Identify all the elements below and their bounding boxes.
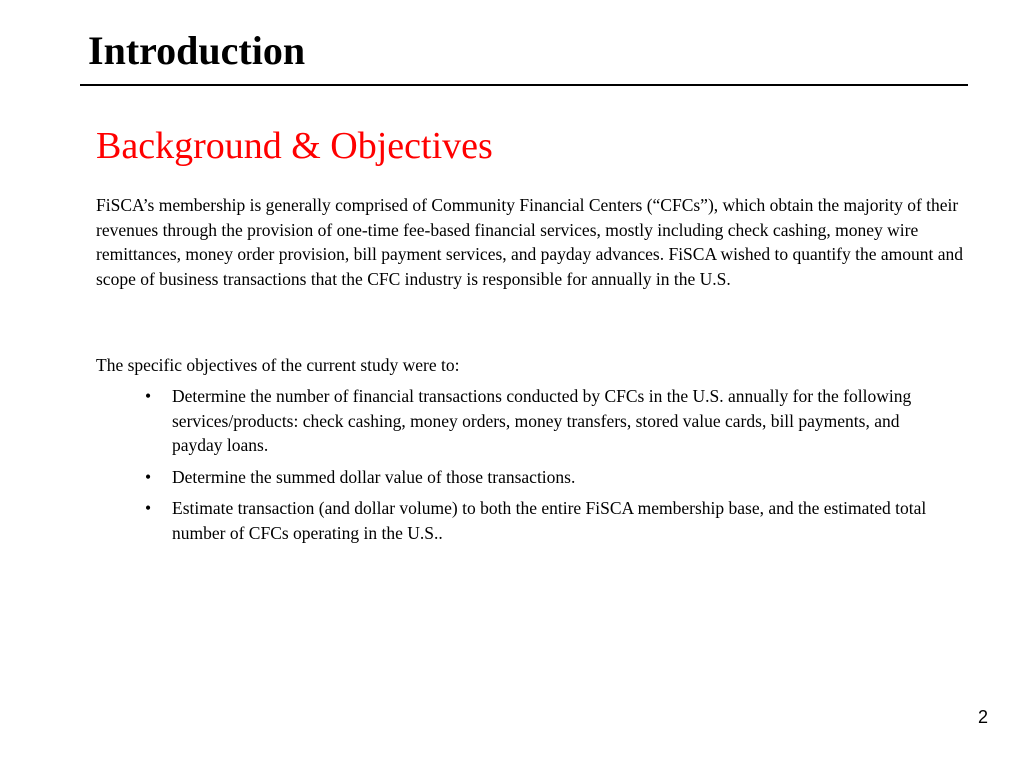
bullet-icon: •: [145, 498, 152, 518]
title-divider: [80, 84, 968, 86]
objective-item: [145, 384, 945, 458]
slide-title: Introduction: [88, 28, 306, 73]
section-heading: Background & Objectives: [96, 125, 493, 167]
objective-text: Determine the summed dollar value of those transactions.: [172, 466, 576, 487]
page-number: 2: [977, 707, 988, 727]
objective-item: [145, 465, 945, 490]
objective-text: Estimate transaction (and dollar volume) to both the entire FiSCA membership base, and the estimated total number of CFCs operating in the U.S..: [172, 498, 927, 543]
bullet-icon: •: [145, 386, 152, 406]
objective-text: Determine the number of financial transactions conducted by CFCs in the U.S. annually for the following services/products: check cashing, money orders, money transfers, stored value cards, bill payments, and payday loans.: [172, 386, 912, 455]
background-paragraph: FiSCA’s membership is generally comprised of Community Financial Centers (“CFCs”), which obtain the majority of their revenues through the provision of one-time fee-based financial services, mostly including check cashing, money wire remittances, money order provision, bill payment services, and payday advances. FiSCA wished to quantify the amount and scope of business transactions that the CFC industry is responsible for annually in the U.S.: [96, 195, 964, 289]
objectives-intro: The specific objectives of the current study were to:: [96, 355, 460, 375]
objective-item: [145, 496, 945, 545]
objectives-list: [145, 384, 945, 552]
bullet-icon: •: [145, 466, 152, 487]
